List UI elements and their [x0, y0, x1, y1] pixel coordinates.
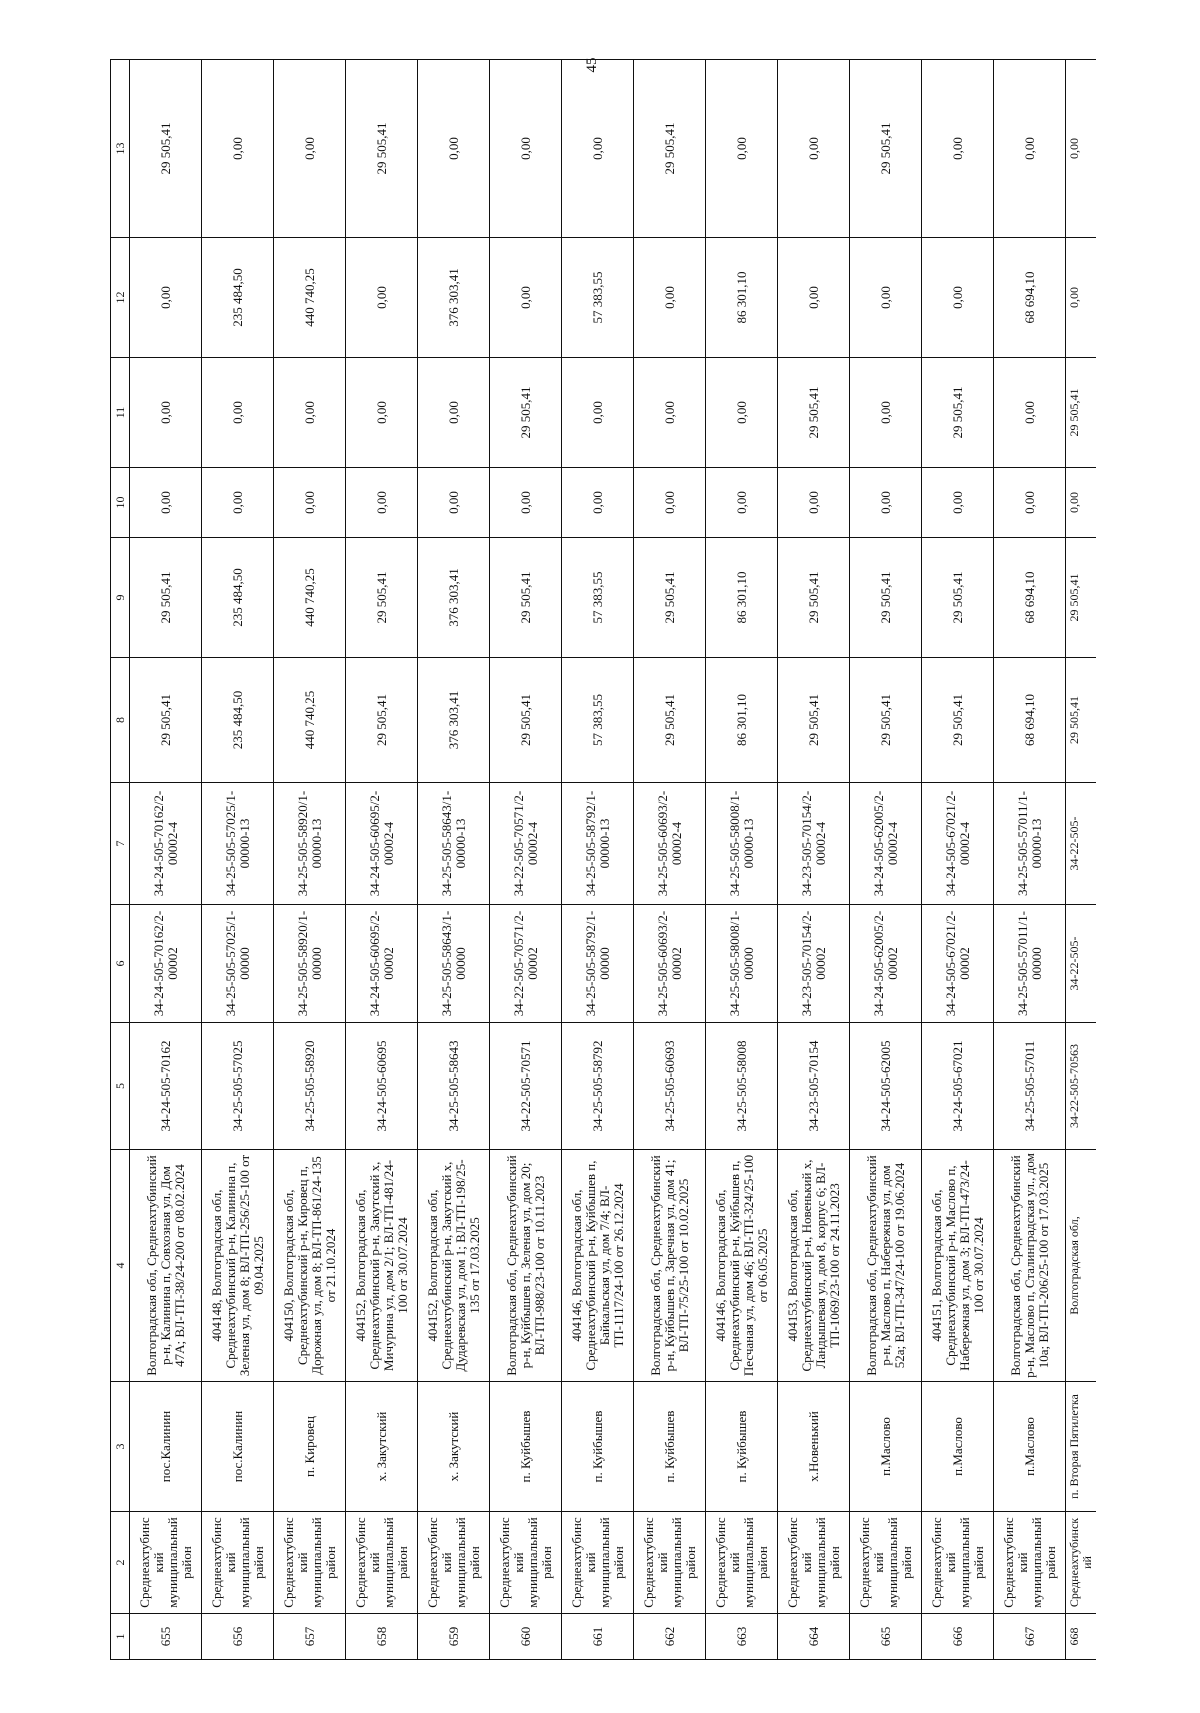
amount-cell: 29 505,41 — [634, 60, 706, 238]
amount-total-cell: 235 484,50 — [202, 658, 274, 783]
table-row — [562, 60, 634, 1660]
object-subcode-cell: 34-24-505-67021/2-00002-4 — [922, 783, 994, 905]
amount-cell: 29 505,41 — [130, 538, 202, 658]
object-subcode-cell: 34-25-505-58643/1-00000-13 — [418, 783, 490, 905]
amount-cell: 0,00 — [490, 468, 562, 538]
header-cell: 7 — [111, 783, 130, 905]
amount-cell: 0,00 — [562, 60, 634, 238]
cadastral-code-cell: 34-25-505-58792 — [562, 1023, 634, 1150]
amount-cell: 57 383,55 — [562, 538, 634, 658]
data-table — [110, 59, 1096, 1660]
amount-cell: 0,00 — [994, 60, 1066, 238]
amount-cell: 29 505,41 — [1066, 538, 1097, 658]
address-cell: Волгоградская обл, Среднеахтубинский р-н, Калинина п, Совхозная ул, Дом 47А; ВЛ-ТП-38/24-200 от 08.02.2024 — [130, 1150, 202, 1382]
amount-cell: 0,00 — [778, 238, 850, 358]
district-cell: Среднеахтубинский муниципальный район — [490, 1512, 562, 1614]
object-subcode-cell: 34-25-505-58008/1-00000-13 — [706, 783, 778, 905]
object-subcode-cell: 34-24-505-60695/2-00002-4 — [346, 783, 418, 905]
locality-cell: п. Куйбышев — [634, 1382, 706, 1512]
amount-cell: 0,00 — [274, 60, 346, 238]
object-subcode-cell: 34-24-505-62005/2-00002-4 — [850, 783, 922, 905]
locality-cell: п.Маслово — [922, 1382, 994, 1512]
amount-cell: 86 301,10 — [706, 238, 778, 358]
address-cell: Волгоградская обл, Среднеахтубинский р-н, Куйбышев п, Зеленая ул, дом 20; ВЛ-ТП-988/23-100 от 10.11.2023 — [490, 1150, 562, 1382]
amount-cell: 0,00 — [706, 60, 778, 238]
address-cell: 404146, Волгоградская обл, Среднеахтубинский р-н, Куйбышев п, Песчаная ул, дом 46; ВЛ-ТП-324/25-100 от 06.05.2025 — [706, 1150, 778, 1382]
header-cell: 4 — [111, 1150, 130, 1382]
amount-cell: 0,00 — [418, 358, 490, 468]
locality-cell: п. Кировец — [274, 1382, 346, 1512]
district-cell: Среднеахтубинский муниципальный район — [850, 1512, 922, 1614]
address-cell: Волгоградская обл, Среднеахтубинский р-н, Маслово п, Набережная ул, дом 52а; ВЛ-ТП-347/24-100 от 19.06.2024 — [850, 1150, 922, 1382]
amount-cell: 0,00 — [778, 468, 850, 538]
cadastral-code-cell: 34-22-505-70571 — [490, 1023, 562, 1150]
amount-cell: 235 484,50 — [202, 238, 274, 358]
amount-total-cell: 86 301,10 — [706, 658, 778, 783]
header-cell: 1 — [111, 1614, 130, 1660]
amount-total-cell: 376 303,41 — [418, 658, 490, 783]
address-cell: Волгоградская обл, Среднеахтубинский р-н, Куйбышев п, Заречная ул, дом 41; ВЛ-ТП-75/25-100 от 10.02.2025 — [634, 1150, 706, 1382]
object-code-cell: 34-24-505-60695/2-00002 — [346, 905, 418, 1023]
header-cell: 5 — [111, 1023, 130, 1150]
amount-cell: 440 740,25 — [274, 538, 346, 658]
table-row — [1066, 60, 1097, 1660]
amount-cell: 0,00 — [274, 468, 346, 538]
amount-cell: 29 505,41 — [490, 538, 562, 658]
cadastral-code-cell: 34-24-505-60695 — [346, 1023, 418, 1150]
amount-cell: 29 505,41 — [850, 538, 922, 658]
amount-cell: 440 740,25 — [274, 238, 346, 358]
locality-cell: п. Куйбышев — [490, 1382, 562, 1512]
address-cell: 404150, Волгоградская обл, Среднеахтубинский р-н, Кировец п, Дорожная ул, дом 8; ВЛ-ТП-861/24-135 от 21.10.2024 — [274, 1150, 346, 1382]
amount-cell: 0,00 — [634, 238, 706, 358]
amount-total-cell: 29 505,41 — [850, 658, 922, 783]
row-number-cell: 661 — [562, 1614, 634, 1660]
amount-cell: 0,00 — [130, 468, 202, 538]
amount-cell: 0,00 — [850, 468, 922, 538]
row-number-cell: 657 — [274, 1614, 346, 1660]
address-cell: 404153, Волгоградская обл, Среднеахтубинский р-н, Новенький х, Ландышевая ул, дом 8, корпус 6; ВЛ-ТП-1069/23-100 от 24.11.2023 — [778, 1150, 850, 1382]
row-number-cell: 658 — [346, 1614, 418, 1660]
amount-cell: 0,00 — [418, 468, 490, 538]
amount-cell: 86 301,10 — [706, 538, 778, 658]
header-cell: 8 — [111, 658, 130, 783]
locality-cell: х. Закутский — [418, 1382, 490, 1512]
object-code-cell: 34-25-505-57025/1-00000 — [202, 905, 274, 1023]
locality-cell: п.Маслово — [850, 1382, 922, 1512]
header-cell: 11 — [111, 358, 130, 468]
object-code-cell: 34-25-505-57011/1-00000 — [994, 905, 1066, 1023]
amount-total-cell: 29 505,41 — [922, 658, 994, 783]
row-number-cell: 655 — [130, 1614, 202, 1660]
amount-cell: 0,00 — [778, 60, 850, 238]
header-cell: 9 — [111, 538, 130, 658]
object-subcode-cell: 34-25-505-57025/1-00000-13 — [202, 783, 274, 905]
address-cell: Волгоградская обл, — [1066, 1150, 1097, 1382]
district-cell: Среднеахтубинский муниципальный район — [994, 1512, 1066, 1614]
object-code-cell: 34-22-505- — [1066, 905, 1097, 1023]
row-number-cell: 667 — [994, 1614, 1066, 1660]
row-number-cell: 664 — [778, 1614, 850, 1660]
table-row — [490, 60, 562, 1660]
district-cell: Среднеахтубинский муниципальный район — [418, 1512, 490, 1614]
amount-cell: 0,00 — [346, 358, 418, 468]
district-cell: Среднеахтубинский муниципальный район — [634, 1512, 706, 1614]
cadastral-code-cell: 34-22-505-70563 — [1066, 1023, 1097, 1150]
amount-cell: 29 505,41 — [490, 358, 562, 468]
rotated-table-wrapper — [110, 60, 1200, 1660]
amount-total-cell: 57 383,55 — [562, 658, 634, 783]
address-cell: 404152, Волгоградская обл, Среднеахтубинский р-н, Закутский х, Дударевская ул, дом 1; ВЛ-ТП-198/25-135 от 17.03.2025 — [418, 1150, 490, 1382]
amount-cell: 0,00 — [850, 238, 922, 358]
table-row — [706, 60, 778, 1660]
header-cell: 2 — [111, 1512, 130, 1614]
cadastral-code-cell: 34-25-505-58920 — [274, 1023, 346, 1150]
cadastral-code-cell: 34-24-505-70162 — [130, 1023, 202, 1150]
page-number: 45 — [584, 57, 600, 73]
amount-cell: 235 484,50 — [202, 538, 274, 658]
amount-cell: 0,00 — [202, 60, 274, 238]
amount-cell: 0,00 — [1066, 238, 1097, 358]
amount-cell: 0,00 — [634, 358, 706, 468]
cadastral-code-cell: 34-24-505-67021 — [922, 1023, 994, 1150]
object-code-cell: 34-23-505-70154/2-00002 — [778, 905, 850, 1023]
object-subcode-cell: 34-25-505-58920/1-00000-13 — [274, 783, 346, 905]
object-subcode-cell: 34-24-505-70162/2-00002-4 — [130, 783, 202, 905]
amount-cell: 0,00 — [994, 468, 1066, 538]
address-cell: 404148, Волгоградская обл, Среднеахтубинский р-н, Калинина п, Зеленая ул, дом 8; ВЛ-ТП-256/25-100 от 09.04.2025 — [202, 1150, 274, 1382]
locality-cell: х. Закутский — [346, 1382, 418, 1512]
row-number-cell: 666 — [922, 1614, 994, 1660]
amount-cell: 0,00 — [346, 238, 418, 358]
object-code-cell: 34-25-505-58792/1-00000 — [562, 905, 634, 1023]
row-number-cell: 659 — [418, 1614, 490, 1660]
header-cell: 6 — [111, 905, 130, 1023]
locality-cell: пос.Калинин — [130, 1382, 202, 1512]
amount-cell: 57 383,55 — [562, 238, 634, 358]
header-row — [111, 60, 130, 1660]
object-subcode-cell: 34-25-505-60693/2-00002-4 — [634, 783, 706, 905]
address-cell: 404152, Волгоградская обл, Среднеахтубинский р-н, Закутский х, Мичурина ул, дом 2/1; ВЛ-ТП-481/24-100 от 30.07.2024 — [346, 1150, 418, 1382]
header-cell: 12 — [111, 238, 130, 358]
amount-cell: 0,00 — [706, 358, 778, 468]
cadastral-code-cell: 34-25-505-58643 — [418, 1023, 490, 1150]
amount-cell: 0,00 — [490, 60, 562, 238]
district-cell: Среднеахтубинский муниципальный район — [562, 1512, 634, 1614]
amount-cell: 0,00 — [202, 468, 274, 538]
amount-total-cell: 440 740,25 — [274, 658, 346, 783]
amount-cell: 29 505,41 — [346, 538, 418, 658]
row-number-cell: 656 — [202, 1614, 274, 1660]
object-code-cell: 34-24-505-62005/2-00002 — [850, 905, 922, 1023]
amount-cell: 0,00 — [346, 468, 418, 538]
locality-cell: п. Куйбышев — [562, 1382, 634, 1512]
amount-cell: 29 505,41 — [922, 538, 994, 658]
amount-cell: 0,00 — [274, 358, 346, 468]
locality-cell: п.Маслово — [994, 1382, 1066, 1512]
cadastral-code-cell: 34-25-505-57011 — [994, 1023, 1066, 1150]
object-subcode-cell: 34-23-505-70154/2-00002-4 — [778, 783, 850, 905]
header-cell: 13 — [111, 60, 130, 238]
object-code-cell: 34-22-505-70571/2-00002 — [490, 905, 562, 1023]
cadastral-code-cell: 34-23-505-70154 — [778, 1023, 850, 1150]
amount-cell: 68 694,10 — [994, 238, 1066, 358]
amount-cell: 0,00 — [922, 468, 994, 538]
amount-cell: 29 505,41 — [778, 538, 850, 658]
amount-cell: 0,00 — [634, 468, 706, 538]
object-code-cell: 34-24-505-67021/2-00002 — [922, 905, 994, 1023]
table-row — [850, 60, 922, 1660]
amount-cell: 0,00 — [1066, 468, 1097, 538]
object-subcode-cell: 34-25-505-58792/1-00000-13 — [562, 783, 634, 905]
table-row — [418, 60, 490, 1660]
district-cell: Среднеахтубинский муниципальный район — [202, 1512, 274, 1614]
object-subcode-cell: 34-25-505-57011/1-00000-13 — [994, 783, 1066, 905]
locality-cell: п. Вторая Пятилетка — [1066, 1382, 1097, 1512]
district-cell: Среднеахтубинский муниципальный район — [922, 1512, 994, 1614]
locality-cell: х.Новенький — [778, 1382, 850, 1512]
table-row — [130, 60, 202, 1660]
address-cell: 404146, Волгоградская обл, Среднеахтубинский р-н, Куйбышев п, Байкальская ул, дом 7/4; ВЛ-ТП-1117/24-100 от 26.12.2024 — [562, 1150, 634, 1382]
object-subcode-cell: 34-22-505- — [1066, 783, 1097, 905]
amount-total-cell: 68 694,10 — [994, 658, 1066, 783]
amount-cell: 68 694,10 — [994, 538, 1066, 658]
table-row — [922, 60, 994, 1660]
amount-cell: 0,00 — [562, 468, 634, 538]
amount-cell: 29 505,41 — [634, 538, 706, 658]
amount-total-cell: 29 505,41 — [346, 658, 418, 783]
header-cell: 3 — [111, 1382, 130, 1512]
row-number-cell: 660 — [490, 1614, 562, 1660]
amount-cell: 0,00 — [922, 60, 994, 238]
amount-cell: 0,00 — [922, 238, 994, 358]
cadastral-code-cell: 34-25-505-57025 — [202, 1023, 274, 1150]
table-row — [346, 60, 418, 1660]
table-row — [634, 60, 706, 1660]
amount-cell: 29 505,41 — [850, 60, 922, 238]
object-code-cell: 34-25-505-58008/1-00000 — [706, 905, 778, 1023]
amount-cell: 29 505,41 — [346, 60, 418, 238]
object-code-cell: 34-24-505-70162/2-00002 — [130, 905, 202, 1023]
amount-cell: 0,00 — [490, 238, 562, 358]
object-code-cell: 34-25-505-58643/1-00000 — [418, 905, 490, 1023]
amount-total-cell: 29 505,41 — [130, 658, 202, 783]
locality-cell: п. Куйбышев — [706, 1382, 778, 1512]
district-cell: Среднеахтубинский муниципальный район — [130, 1512, 202, 1614]
district-cell: Среднеахтубинский муниципальный район — [346, 1512, 418, 1614]
amount-cell: 29 505,41 — [922, 358, 994, 468]
amount-cell: 0,00 — [562, 358, 634, 468]
amount-cell: 29 505,41 — [1066, 358, 1097, 468]
amount-cell: 376 303,41 — [418, 538, 490, 658]
cadastral-code-cell: 34-24-505-62005 — [850, 1023, 922, 1150]
amount-total-cell: 29 505,41 — [1066, 658, 1097, 783]
amount-total-cell: 29 505,41 — [634, 658, 706, 783]
amount-cell: 0,00 — [994, 358, 1066, 468]
amount-cell: 0,00 — [418, 60, 490, 238]
locality-cell: пос.Калинин — [202, 1382, 274, 1512]
amount-cell: 29 505,41 — [130, 60, 202, 238]
amount-cell: 0,00 — [850, 358, 922, 468]
amount-cell: 0,00 — [130, 358, 202, 468]
row-number-cell: 665 — [850, 1614, 922, 1660]
object-code-cell: 34-25-505-60693/2-00002 — [634, 905, 706, 1023]
amount-total-cell: 29 505,41 — [490, 658, 562, 783]
table-row — [994, 60, 1066, 1660]
address-cell: 404151, Волгоградская обл, Среднеахтубинский р-н, Маслово п, Набережная ул, дом 3; ВЛ-ТП-473/24-100 от 30.07.2024 — [922, 1150, 994, 1382]
district-cell: Среднеахтубинский — [1066, 1512, 1097, 1614]
amount-total-cell: 29 505,41 — [778, 658, 850, 783]
amount-cell: 376 303,41 — [418, 238, 490, 358]
district-cell: Среднеахтубинский муниципальный район — [778, 1512, 850, 1614]
row-number-cell: 663 — [706, 1614, 778, 1660]
amount-cell: 0,00 — [202, 358, 274, 468]
header-cell: 10 — [111, 468, 130, 538]
table-row — [274, 60, 346, 1660]
object-code-cell: 34-25-505-58920/1-00000 — [274, 905, 346, 1023]
district-cell: Среднеахтубинский муниципальный район — [274, 1512, 346, 1614]
object-subcode-cell: 34-22-505-70571/2-00002-4 — [490, 783, 562, 905]
table-row — [202, 60, 274, 1660]
table-row — [778, 60, 850, 1660]
row-number-cell: 668 — [1066, 1614, 1097, 1660]
amount-cell: 29 505,41 — [778, 358, 850, 468]
row-number-cell: 662 — [634, 1614, 706, 1660]
amount-cell: 0,00 — [706, 468, 778, 538]
cadastral-code-cell: 34-25-505-58008 — [706, 1023, 778, 1150]
amount-cell: 0,00 — [1066, 60, 1097, 238]
cadastral-code-cell: 34-25-505-60693 — [634, 1023, 706, 1150]
address-cell: Волгоградская обл, Среднеахтубинский р-н, Маслово п, Сталинградская ул., дом 10а; ВЛ-ТП-206/25-100 от 17.03.2025 — [994, 1150, 1066, 1382]
amount-cell: 0,00 — [130, 238, 202, 358]
district-cell: Среднеахтубинский муниципальный район — [706, 1512, 778, 1614]
